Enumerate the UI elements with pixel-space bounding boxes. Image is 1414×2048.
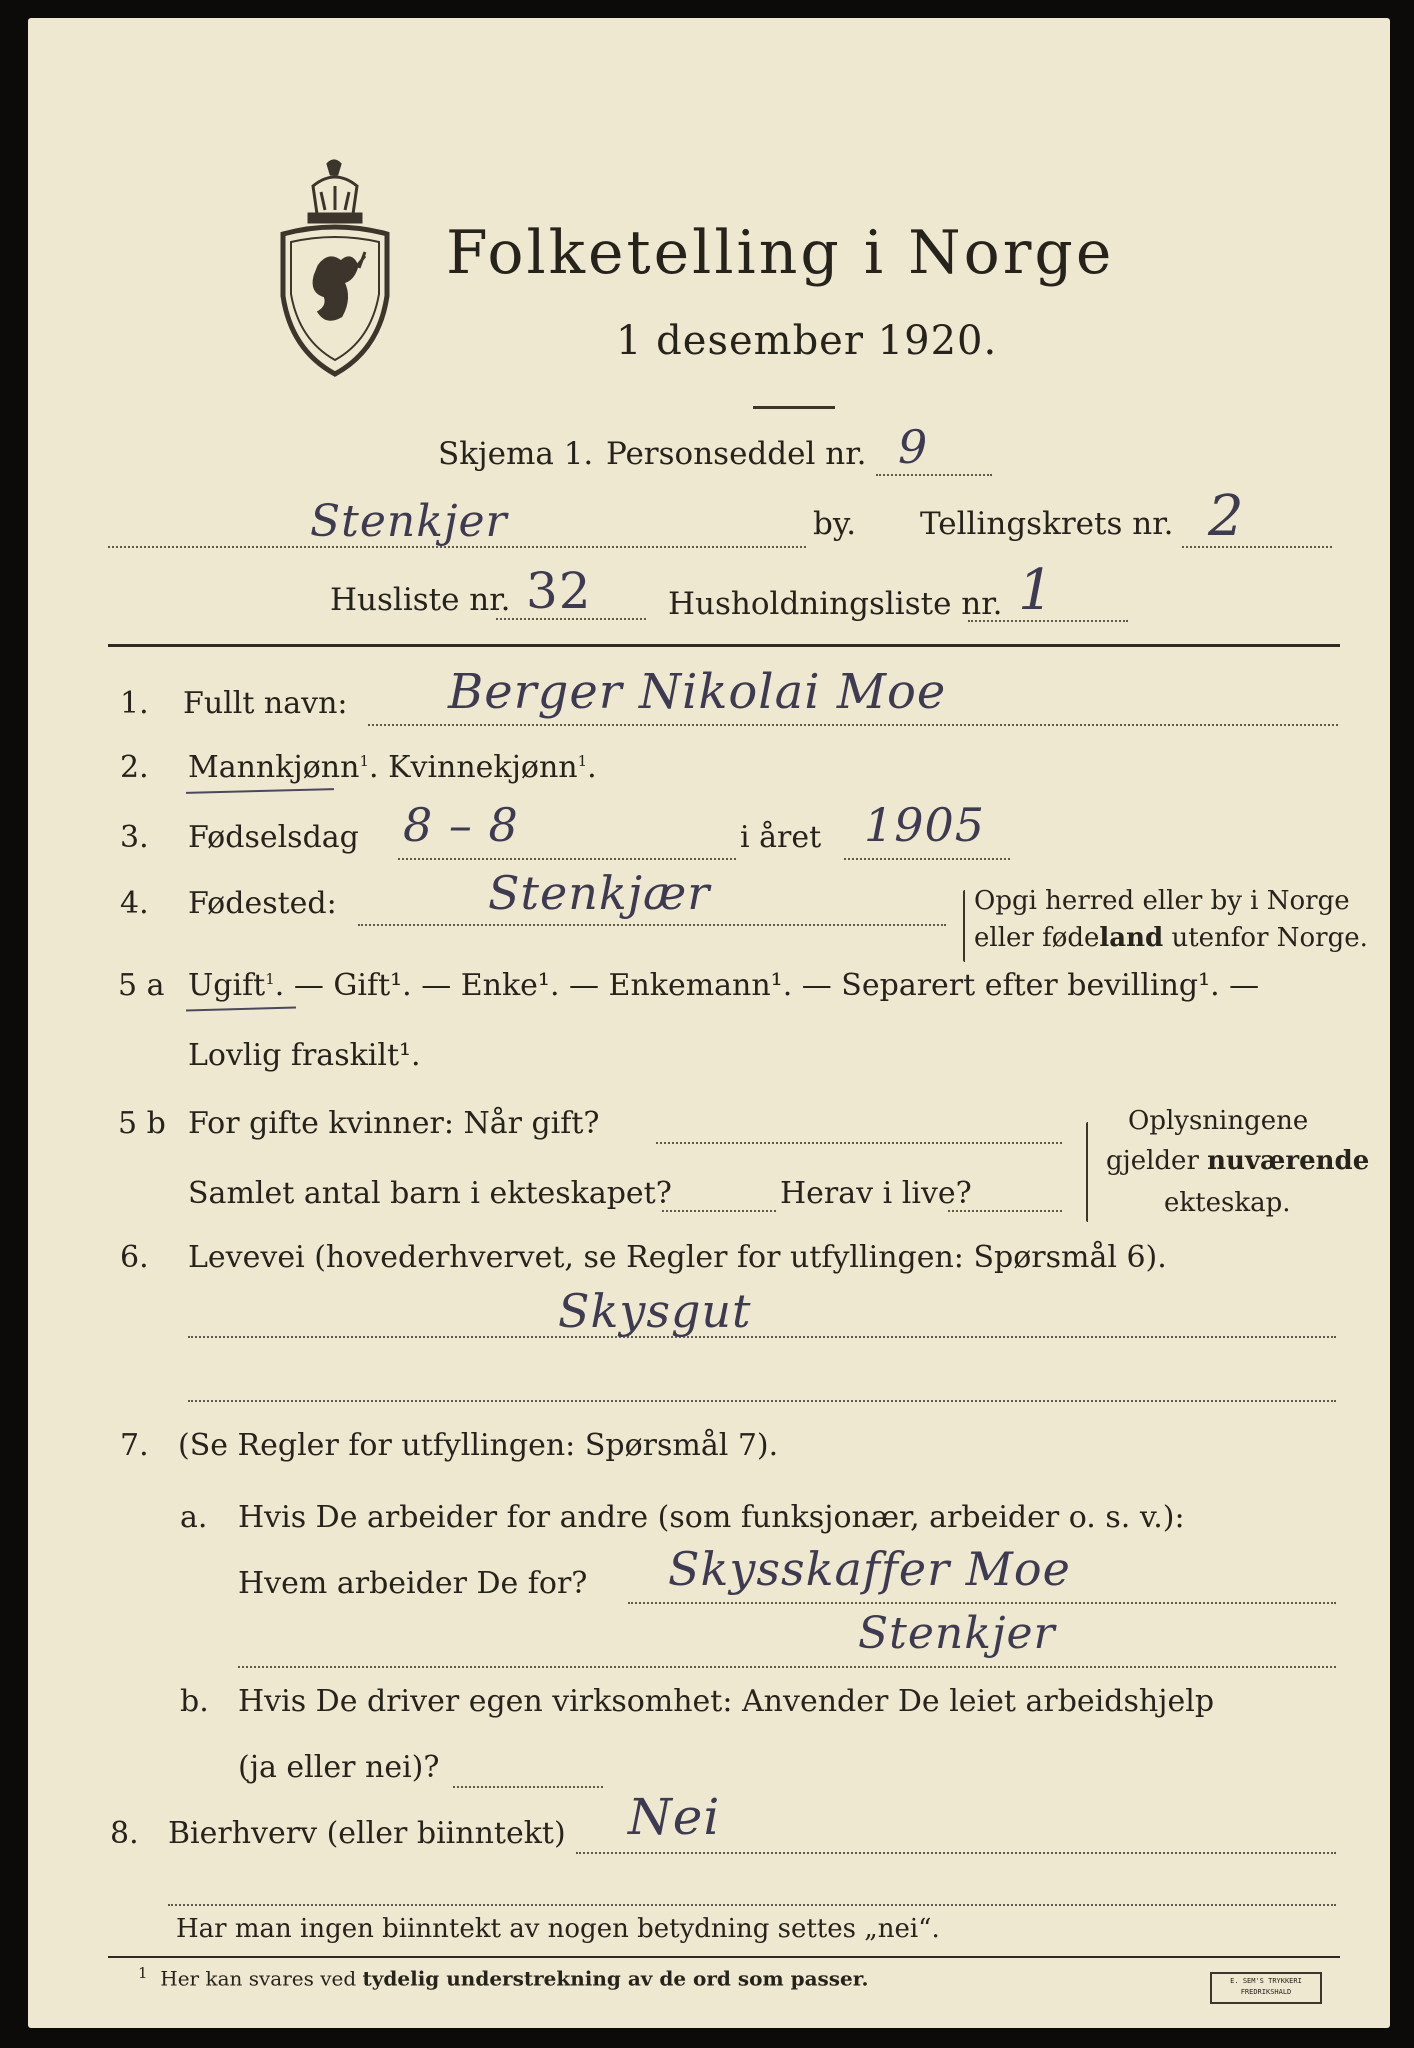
q7-label: (Se Regler for utfyllingen: Spørsmål 7). [178, 1428, 779, 1463]
q5b-note-line1: Oplysningene [1128, 1106, 1309, 1136]
q4-note-line1: Opgi herred eller by i Norge [974, 886, 1350, 916]
form-title: Folketelling i Norge [446, 218, 1115, 288]
city-value: Stenkjer [310, 496, 508, 547]
q3-label: Fødselsdag [188, 820, 359, 855]
q7a-letter: a. [180, 1500, 208, 1535]
skjema-label: Skjema 1. [438, 436, 594, 472]
form-date: 1 desember 1920. [616, 318, 998, 364]
q3-year-line [844, 858, 1010, 860]
q3-year-value: 1905 [864, 798, 986, 852]
footnote: $^1$ Her kan svares ved tydelig understrekning av de ord som passer. [138, 1964, 869, 1991]
q5b-line1: For gifte kvinner: Når gift? [188, 1106, 600, 1141]
q8-number: 8. [110, 1816, 139, 1851]
q5b-note-brace [1086, 1122, 1088, 1222]
q5b-note-line3: ekteskap. [1164, 1188, 1291, 1218]
q5a-line2: Lovlig fraskilt¹. [188, 1038, 421, 1073]
header-divider [108, 644, 1340, 647]
q1-number: 1. [120, 686, 149, 721]
coat-of-arms-icon [273, 156, 398, 381]
q4-number: 4. [120, 886, 149, 921]
q3-year-label: i året [740, 820, 822, 855]
q7b-line [453, 1786, 603, 1788]
husholdning-label: Husholdningsliste nr. [668, 586, 1003, 622]
q6-value: Skysgut [558, 1284, 752, 1338]
by-label: by. [813, 506, 857, 542]
q8-line2 [168, 1904, 1336, 1906]
husholdning-value: 1 [1018, 558, 1055, 623]
q7a-line [628, 1602, 1336, 1604]
q5b-alive-line [948, 1210, 1062, 1212]
personseddel-label: Personseddel nr. [606, 436, 867, 472]
q7a-line1: Hvis De arbeider for andre (som funksjonær, arbeider o. s. v.): [238, 1500, 1185, 1535]
q2-female-option: Kvinnekjønn [388, 750, 578, 785]
q3-day-value: 8 – 8 [403, 798, 519, 852]
q8-value: Nei [628, 1788, 721, 1846]
q7b-line1: Hvis De driver egen virksomhet: Anvender De leiet arbeidshjelp [238, 1684, 1215, 1719]
q4-label: Fødested: [188, 886, 337, 921]
q1-label: Fullt navn: [183, 686, 348, 721]
q5b-alive-label: Herav i live? [780, 1176, 972, 1211]
q7a-line-2 [238, 1666, 1336, 1668]
q8-label: Bierhverv (eller biinntekt) [168, 1816, 566, 1851]
tellingskrets-label: Tellingskrets nr. [920, 506, 1174, 542]
q7a-line2: Hvem arbeider De for? [238, 1566, 588, 1601]
q7b-line2: (ja eller nei)? [238, 1750, 440, 1785]
q3-day-line [398, 858, 736, 860]
q4-line [358, 924, 946, 926]
husliste-label: Husliste nr. [330, 582, 511, 618]
q4-value: Stenkjær [488, 866, 711, 920]
q2-number: 2. [120, 750, 149, 785]
q6-line1 [188, 1336, 1336, 1338]
tellingskrets-value: 2 [1208, 484, 1245, 549]
tellingskrets-line [1182, 546, 1332, 548]
q6-label: Levevei (hovederhvervet, se Regler for utfyllingen: Spørsmål 6). [188, 1240, 1167, 1275]
q4-note-line2: eller fødeland utenfor Norge. [974, 923, 1368, 953]
q4-note-brace [963, 890, 965, 962]
q8-line1 [576, 1852, 1336, 1854]
q2-male-option: Mannkjønn [188, 750, 360, 785]
q6-line2 [188, 1400, 1336, 1402]
q1-value: Berger Nikolai Moe [448, 664, 947, 720]
q5b-children-line [662, 1210, 776, 1212]
q7a-value1: Skysskaffer Moe [668, 1542, 1071, 1596]
q1-line [368, 724, 1338, 726]
q5a-ugift-underline [186, 1007, 296, 1012]
q5a-ugift-option: Ugift [188, 968, 266, 1003]
q2-male-underline [186, 788, 334, 794]
q5b-number: 5 b [118, 1106, 166, 1141]
q7b-letter: b. [180, 1684, 209, 1719]
husliste-value: 32 [526, 562, 592, 620]
personseddel-line [876, 474, 992, 476]
q5b-note-line2: gjelder nuværende [1106, 1146, 1370, 1176]
printer-stamp: E. SEM'S TRYKKERI FREDRIKSHALD [1210, 1972, 1322, 2004]
q2-options: Mannkjønn$^1$. Kvinnekjønn$^1$. [188, 750, 597, 785]
q7a-value2: Stenkjer [858, 1608, 1056, 1659]
q8-note: Har man ingen biinntekt av nogen betydning settes „nei“. [176, 1914, 940, 1944]
personseddel-value: 9 [898, 420, 929, 474]
q5b-children-label: Samlet antal barn i ekteskapet? [188, 1176, 672, 1211]
q5b-married-line [656, 1142, 1062, 1144]
q5a-number: 5 a [118, 968, 165, 1003]
q6-number: 6. [120, 1240, 149, 1275]
q5a-options: Ugift$^1$. — Gift¹. — Enke¹. — Enkemann¹. — Separert efter bevilling¹. — [188, 968, 1260, 1003]
footnote-divider [108, 1956, 1340, 1958]
q3-number: 3. [120, 820, 149, 855]
title-divider [753, 406, 835, 409]
census-form [28, 18, 1390, 2028]
q7-number: 7. [120, 1428, 149, 1463]
